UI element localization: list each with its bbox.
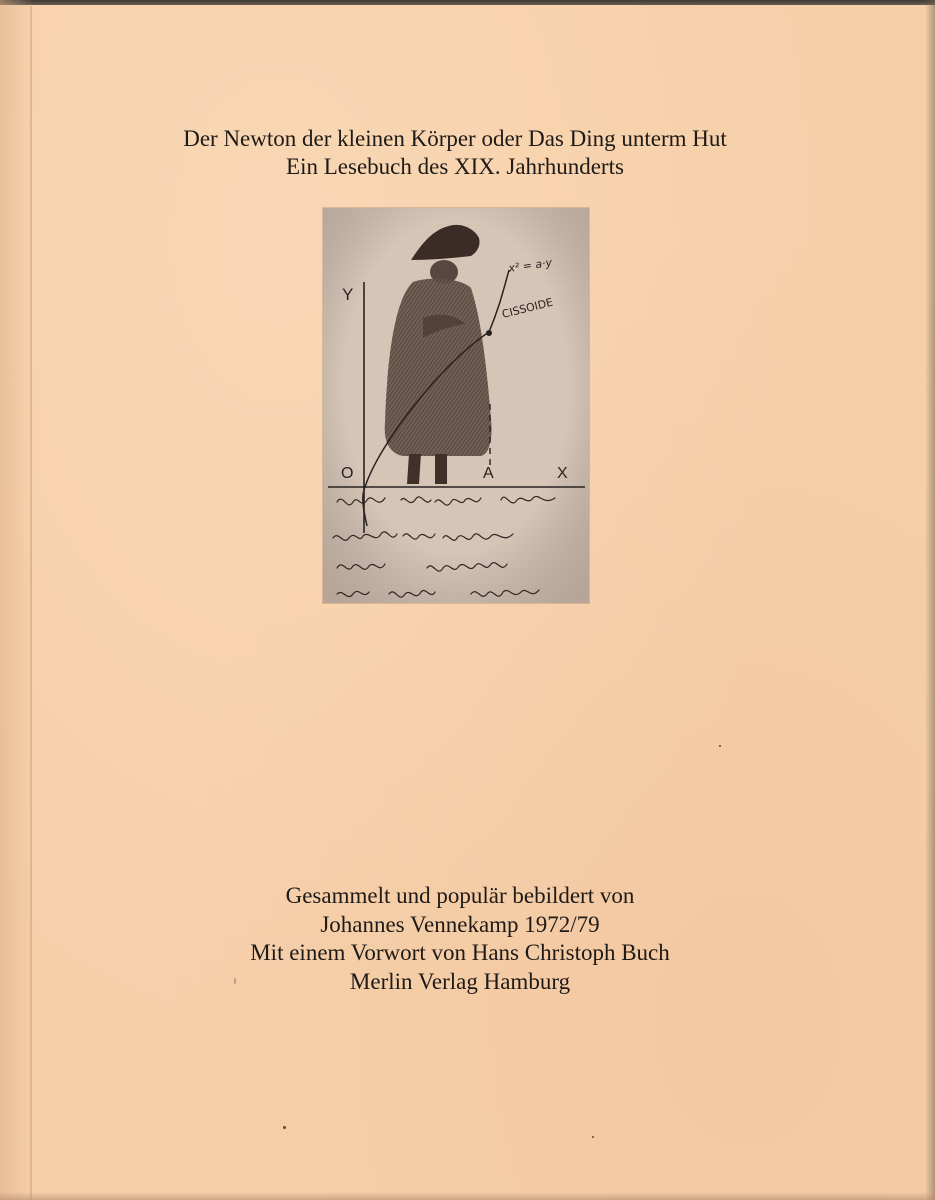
credits-block <box>0 882 920 996</box>
axis-a-label: A <box>483 465 494 482</box>
axis-origin-label: O <box>341 465 354 482</box>
title-line-1: Der Newton der kleinen Körper oder Das Ding unterm Hut <box>183 126 727 151</box>
figure-leg-right <box>435 454 447 484</box>
etching-illustration <box>323 208 589 603</box>
axis-y-label: Y <box>342 285 354 304</box>
cloaked-figure <box>385 279 492 456</box>
credit-line-4: Merlin Verlag Hamburg <box>349 968 571 994</box>
etching-svg <box>323 208 589 603</box>
formula-label: x² = a·y <box>507 255 553 275</box>
credit-line-2: Johannes Vennekamp 1972/79 <box>320 911 600 937</box>
spine-crease <box>30 6 32 1200</box>
curve-point <box>486 330 492 336</box>
paper-speck <box>719 745 721 747</box>
figure-leg-left <box>407 454 421 484</box>
bottom-edge-shadow <box>0 1192 935 1200</box>
credit-line-3: Mit einem Vorwort von Hans Christoph Buch <box>250 940 670 965</box>
right-edge-shadow <box>925 0 935 1200</box>
title-line-2: Ein Lesebuch des XIX. Jahrhunderts <box>286 154 624 179</box>
paper-speck <box>592 1136 594 1138</box>
curve-label: CISSOIDE <box>500 295 555 321</box>
credit-line-1: Gesammelt und populär bebildert von <box>285 883 635 908</box>
title-block <box>0 125 910 181</box>
top-edge <box>0 0 935 5</box>
paper-speck <box>283 1126 286 1129</box>
axis-x-label: X <box>557 465 568 482</box>
paper-speck <box>234 978 236 984</box>
